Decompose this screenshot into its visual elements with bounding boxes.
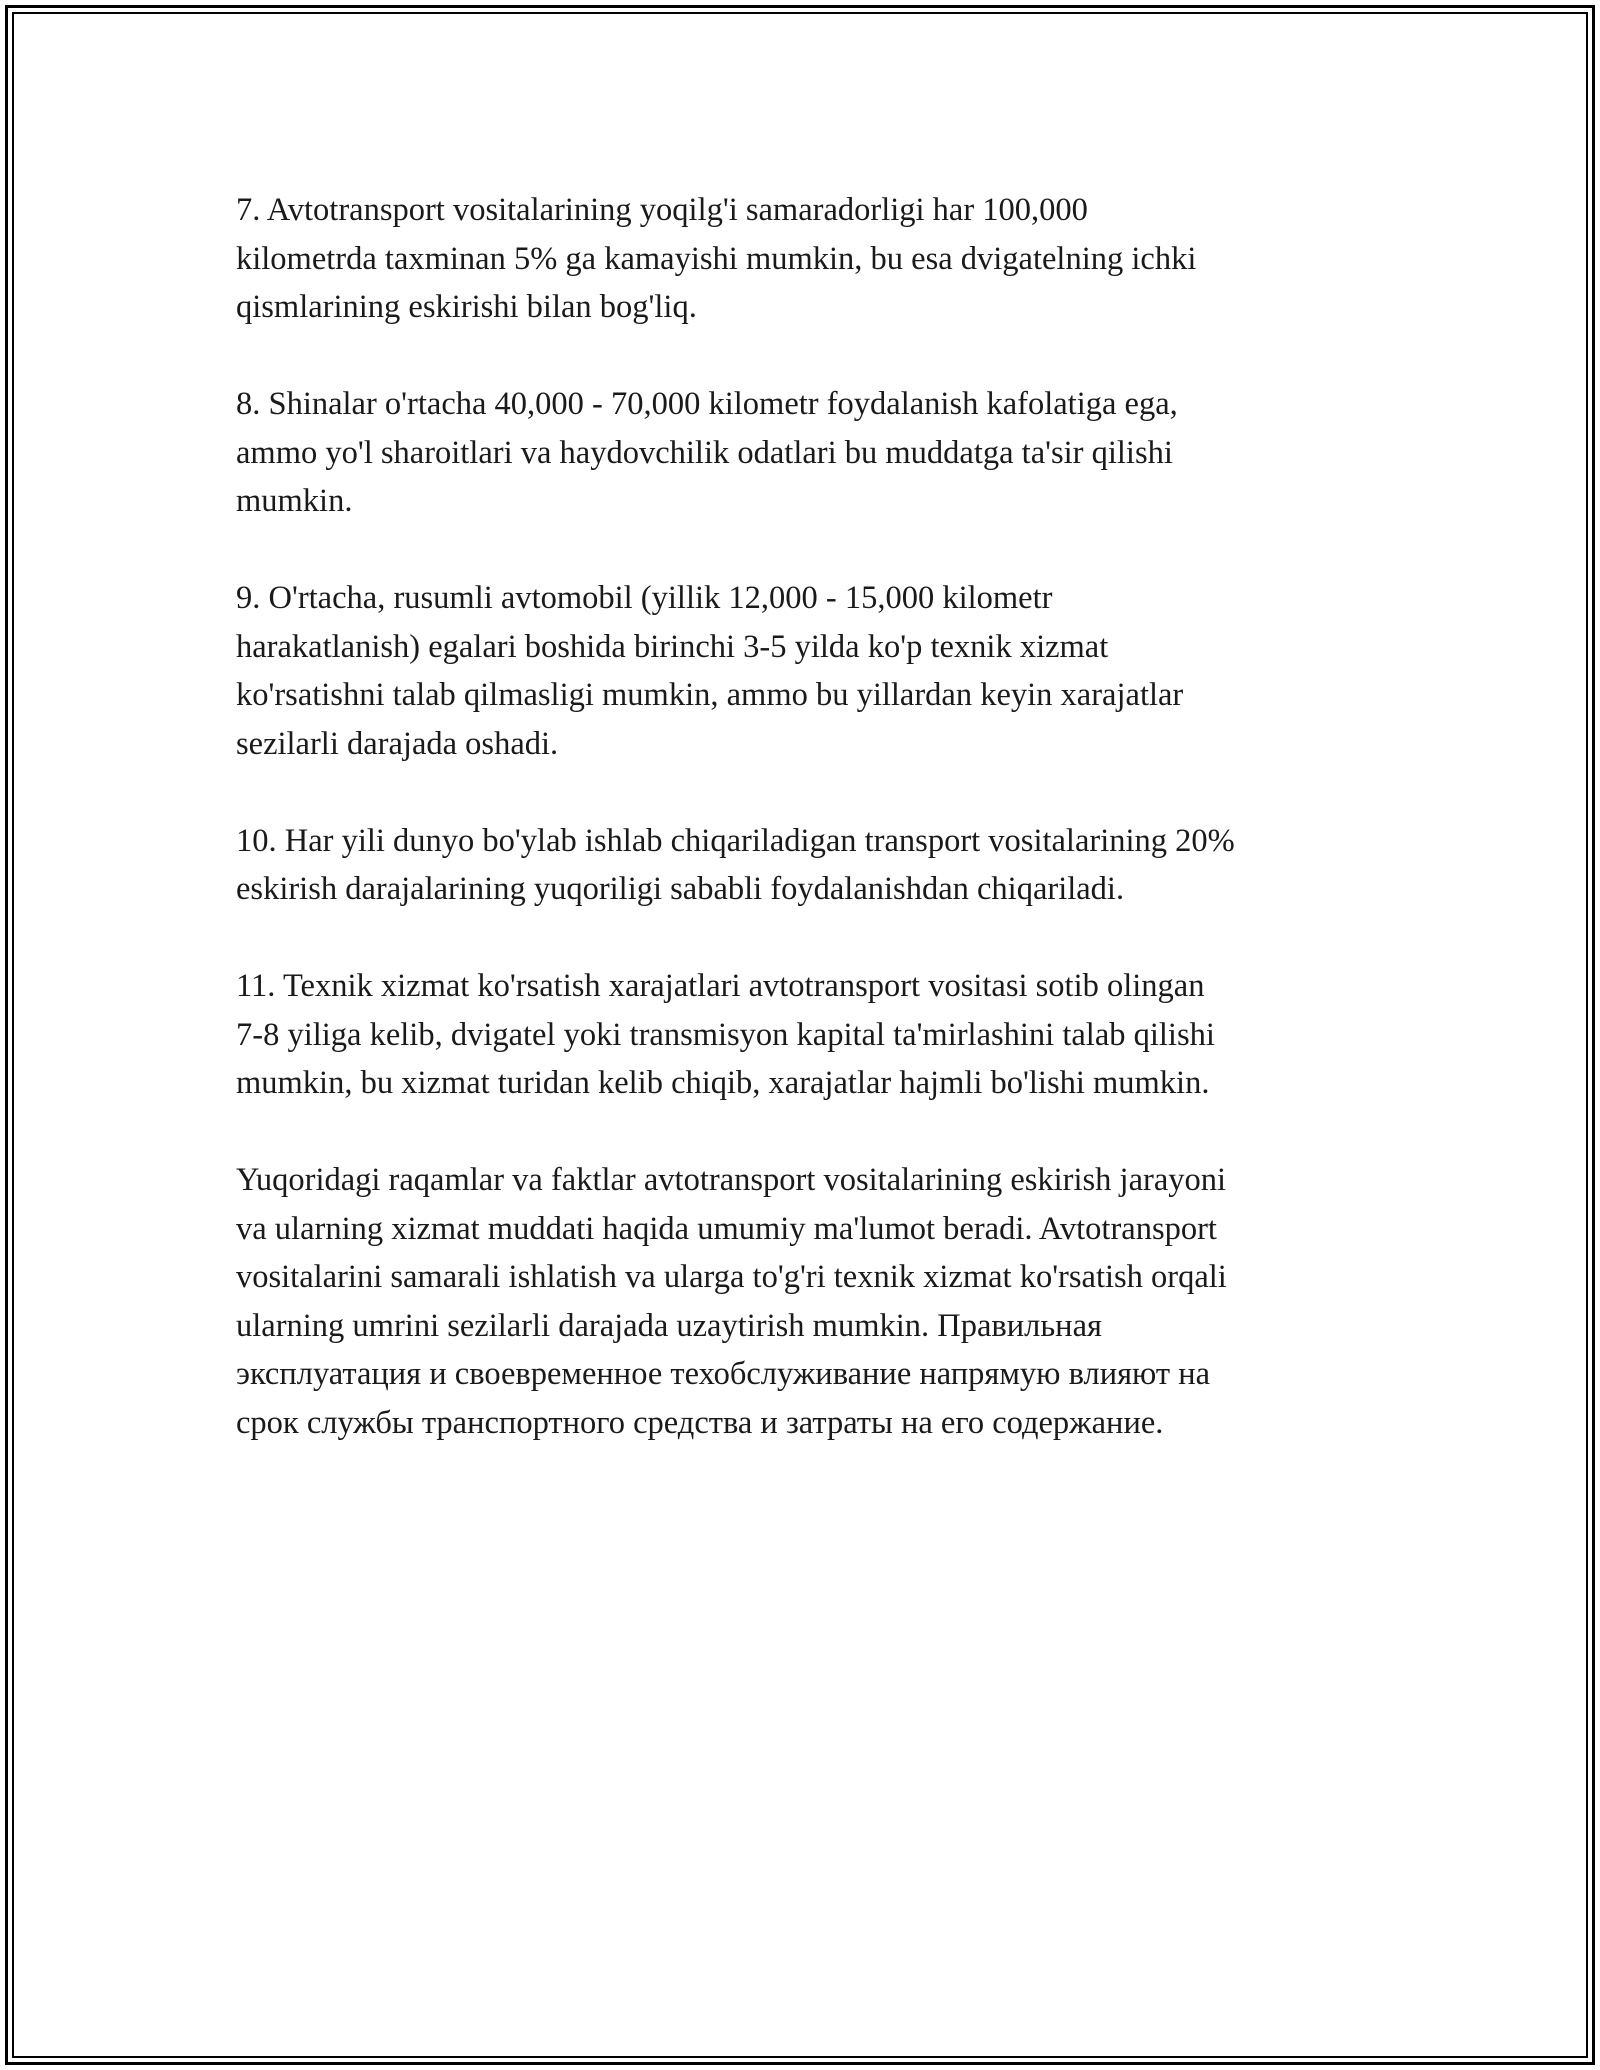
paragraph-item-9: 9. O'rtacha, rusumli avtomobil (yillik 12,000 - 15,000 kilometr harakatlanish) egalari boshida birinchi 3-5 yilda ko'p texnik xizmat ko'rsatishni talab qilmasligi mumkin, ammo bu yillardan keyin xarajatlar sezilarli darajada oshadi. <box>236 580 1184 762</box>
paragraph-item-10: 10. Har yili dunyo bo'ylab ishlab chiqariladigan transport vositalarining 20% eskirish darajalarining yuqoriligi sababli foydalanishdan chiqariladi. <box>236 822 1235 907</box>
summary-paragraph: Yuqoridagi raqamlar va faktlar avtotransport vositalarining eskirish jarayoni va ularning xizmat muddati haqida umumiy ma'lumot beradi. Avtotransport vositalarini samarali ishlatish va ularga to'g'ri texnik xizmat ko'rsatish orqali ularning umrini sezilarli darajada uzaytirish mumkin. Правильная эксплуатация и своевременное техобслуживание напрямую влияют на срок службы транспортного средства и затраты на его содержание. <box>236 1162 1227 1441</box>
document-body <box>236 186 1386 1496</box>
paragraph-item-7: 7. Avtotransport vositalarining yoqilg'i samaradorligi har 100,000 kilometrda taxminan 5% ga kamayishi mumkin, bu esa dvigatelning ichki qismlarining eskirishi bilan bog'liq. <box>236 192 1197 325</box>
paragraph-item-11: 11. Texnik xizmat ko'rsatish xarajatlari avtotransport vositasi sotib olingan 7-8 yiliga kelib, dvigatel yoki transmisyon kapital ta'mirlashini talab qilishi mumkin, bu xizmat turidan kelib chiqib, xarajatlar hajmli bo'lishi mumkin. <box>236 968 1215 1101</box>
paragraph-item-8: 8. Shinalar o'rtacha 40,000 - 70,000 kilometr foydalanish kafolatiga ega, ammo yo'l sharoitlari va haydovchilik odatlari bu muddatga ta'sir qilishi mumkin. <box>236 386 1178 519</box>
